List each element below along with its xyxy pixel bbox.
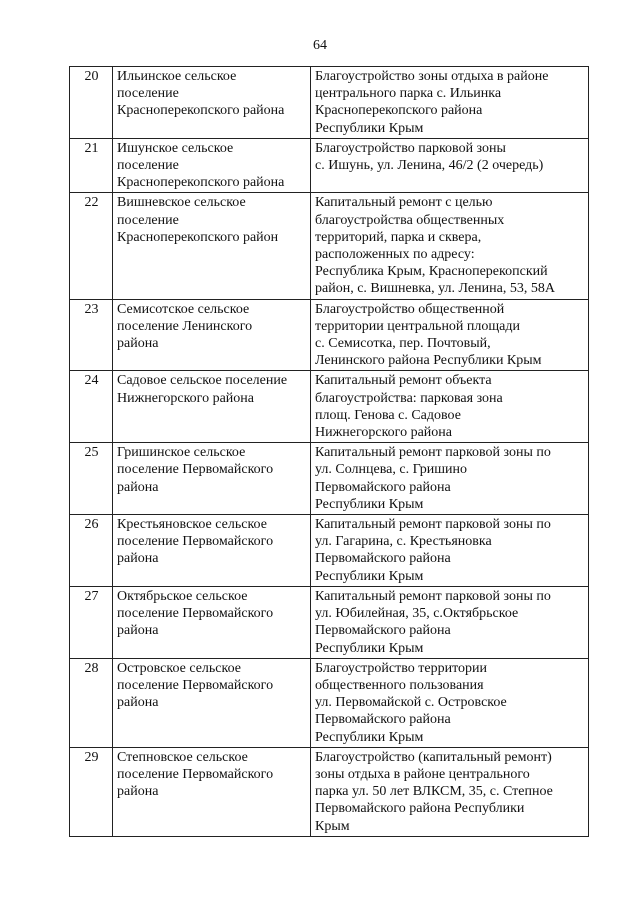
project-description: Капитальный ремонт объекта благоустройства: парковая зона площ. Генова с. Садовое Нижнегорского района xyxy=(315,373,503,441)
table-row xyxy=(70,443,589,515)
row-number: 23 xyxy=(70,299,113,371)
project-description: Капитальный ремонт парковой зоны по ул. Юбилейная, 35, с.Октябрьское Первомайского района Республики Крым xyxy=(315,588,551,656)
row-number: 26 xyxy=(70,515,113,587)
project-description: Капитальный ремонт с целью благоустройства общественных территорий, парка и сквера, расположенных по адресу: Республика Крым, Красноперекопский район, с. Вишневка, ул. Ленина, 53, 58А xyxy=(315,195,555,297)
table-body xyxy=(70,67,589,837)
settlement-name: Островское сельское поселение Первомайского района xyxy=(117,660,274,711)
row-number: 20 xyxy=(70,67,113,139)
settlement-name-cell xyxy=(113,443,311,515)
settlement-name-cell xyxy=(113,747,311,836)
table-row xyxy=(70,299,589,371)
settlement-name-cell xyxy=(113,138,311,193)
project-description-cell xyxy=(311,515,589,587)
table-row xyxy=(70,515,589,587)
settlement-name: Садовое сельское поселение Нижнегорского района xyxy=(117,373,288,406)
project-description-cell xyxy=(311,67,589,139)
project-description-cell xyxy=(311,138,589,193)
project-description-cell xyxy=(311,443,589,515)
project-description: Благоустройство зоны отдыха в районе центрального парка с. Ильинка Красноперекопского района Республики Крым xyxy=(315,69,549,136)
settlement-name-cell xyxy=(113,67,311,139)
settlement-name: Гришинское сельское поселение Первомайского района xyxy=(117,445,274,495)
settlement-name: Крестьяновское сельское поселение Первомайского района xyxy=(117,517,274,567)
project-description-cell xyxy=(311,586,589,658)
projects-table xyxy=(69,66,589,837)
settlement-name: Семисотское сельское поселение Ленинского района xyxy=(117,301,253,352)
page-number: 64 xyxy=(313,38,327,53)
project-description-cell xyxy=(311,371,589,443)
table-row xyxy=(70,586,589,658)
settlement-name: Ильинское сельское поселение Красноперекопского района xyxy=(117,69,285,119)
row-number: 28 xyxy=(70,658,113,747)
settlement-name-cell xyxy=(113,658,311,747)
settlement-name-cell xyxy=(113,515,311,587)
project-description: Капитальный ремонт парковой зоны по ул. Гагарина, с. Крестьяновка Первомайского района Республики Крым xyxy=(315,517,551,584)
project-description-cell xyxy=(311,747,589,836)
table-row xyxy=(70,193,589,299)
row-number: 21 xyxy=(70,138,113,193)
project-description: Благоустройство парковой зоны с. Ишунь, ул. Ленина, 46/2 (2 очередь) xyxy=(315,140,544,174)
settlement-name-cell xyxy=(113,299,311,371)
project-description-cell xyxy=(311,193,589,299)
project-description: Благоустройство (капитальный ремонт) зоны отдыха в районе центрального парка ул. 50 лет ВЛКСМ, 35, с. Степное Первомайского района Республики Крым xyxy=(315,749,553,834)
row-number: 29 xyxy=(70,747,113,836)
row-number: 22 xyxy=(70,193,113,299)
settlement-name-cell xyxy=(113,193,311,299)
row-number: 25 xyxy=(70,443,113,515)
settlement-name: Степновское сельское поселение Первомайского района xyxy=(117,749,274,800)
table-row xyxy=(70,67,589,139)
table-row xyxy=(70,658,589,747)
settlement-name: Вишневское сельское поселение Красноперекопского район xyxy=(117,195,279,245)
project-description-cell xyxy=(311,658,589,747)
settlement-name-cell xyxy=(113,371,311,443)
project-description-cell xyxy=(311,299,589,371)
settlement-name: Октябрьское сельское поселение Первомайского района xyxy=(117,588,274,639)
table-row xyxy=(70,747,589,836)
project-description: Капитальный ремонт парковой зоны по ул. Солнцева, с. Гришино Первомайского района Республики Крым xyxy=(315,445,551,512)
project-description: Благоустройство территории общественного пользования ул. Первомайской с. Островское Первомайского района Республики Крым xyxy=(315,660,507,745)
row-number: 24 xyxy=(70,371,113,443)
settlement-name-cell xyxy=(113,586,311,658)
project-description: Благоустройство общественной территории центральной площади с. Семисотка, пер. Почтовый, Ленинского района Республики Крым xyxy=(315,301,542,369)
settlement-name: Ишунское сельское поселение Красноперекопского района xyxy=(117,140,285,191)
table-row xyxy=(70,371,589,443)
row-number: 27 xyxy=(70,586,113,658)
table-row xyxy=(70,138,589,193)
